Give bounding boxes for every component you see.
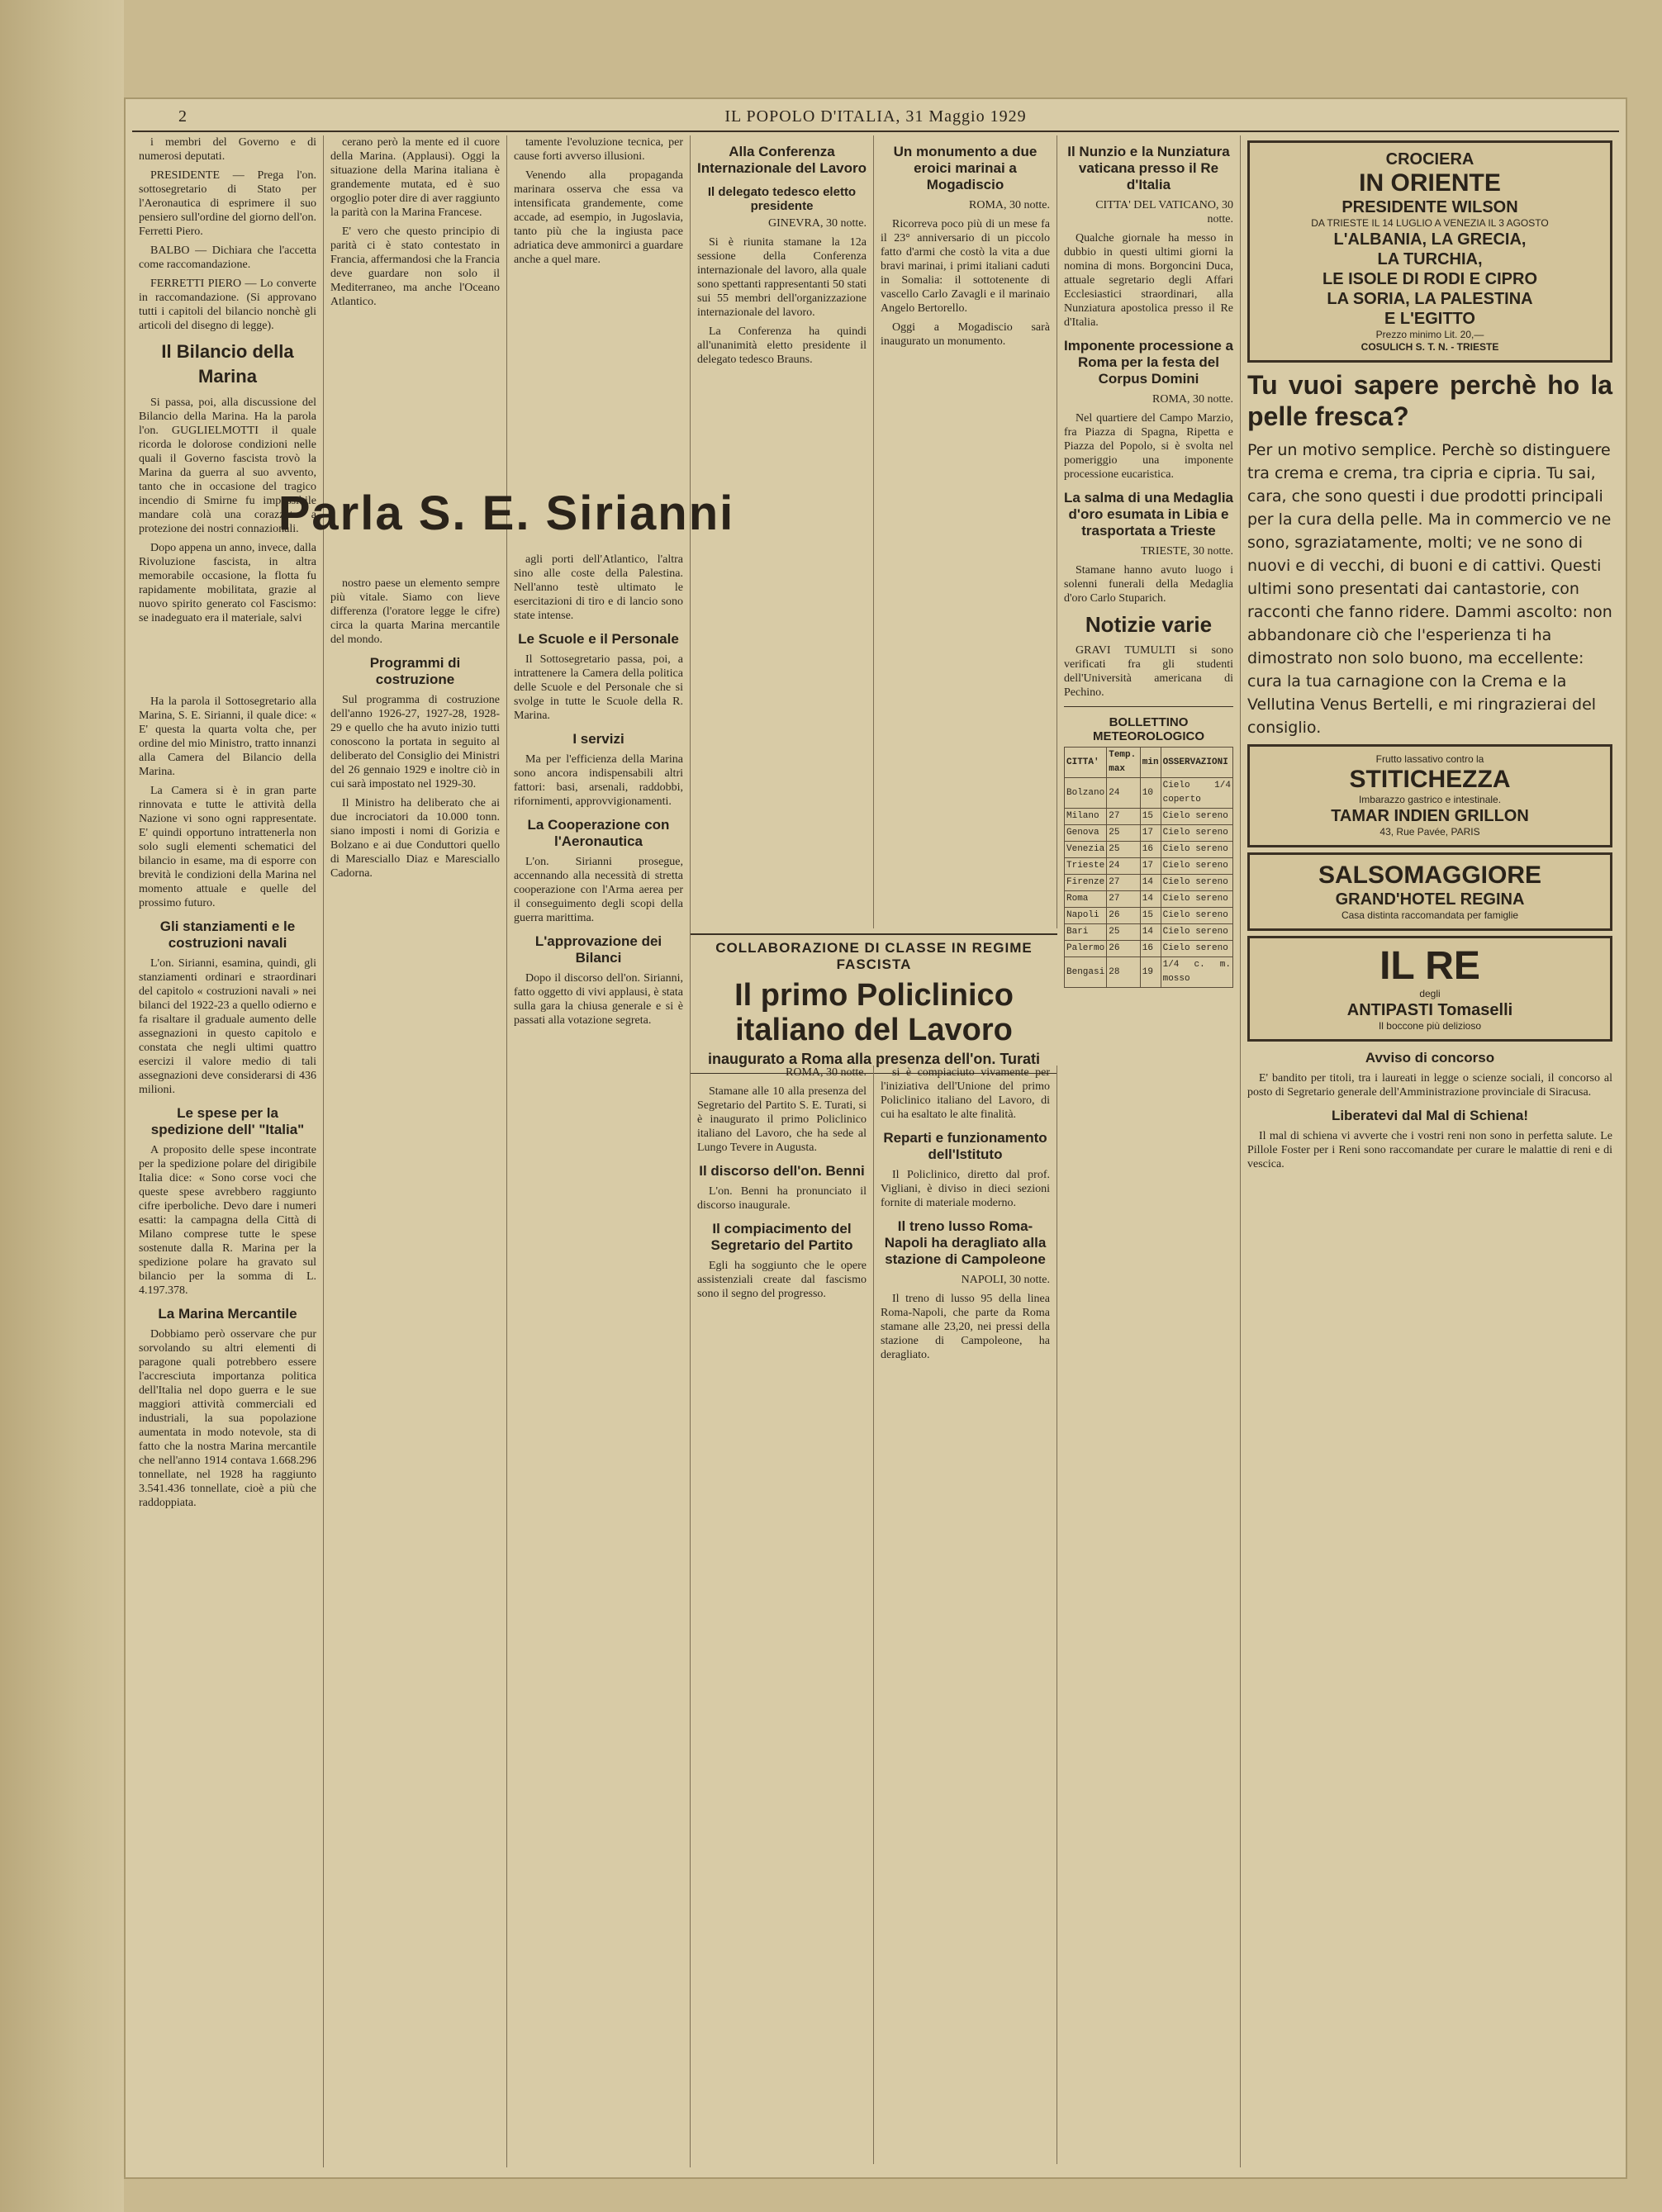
paragraph: Si passa, poi, alla discussione del Bilancio della Marina. Ha la parola l'on. GUGLIELMOTTI il quale ricorda le dolorose condizioni nelle quali il Governo fascista trovò la Marina da guerra al suo avvento, tanto che in occasione del tragico incendio di Smirne fu impossibile mandare colà una corazzata a protezione dei nostri connazionali. [139, 396, 316, 535]
salsomaggiore-ad [1247, 852, 1612, 931]
antipasti-ad [1247, 936, 1612, 1042]
subheading: Imponente processione a Roma per la festa del Corpus Domini [1064, 338, 1233, 387]
subheading: Un monumento a due eroici marinai a Mogadiscio [893, 144, 1038, 192]
paragraph: PRESIDENTE — Prega l'on. sottosegretario di Stato per l'Aeronautica di esprimere il suo pensiero sull'ordine del giorno dell'on. Ferretti Piero. [139, 169, 316, 238]
weather-table [1064, 747, 1233, 988]
weather-cell: Cielo sereno [1161, 858, 1232, 875]
paragraph: cerano però la mente ed il cuore della Marina. (Applausi). Oggi la situazione della Marina italiana è grandemente mutata, ed è suo orgoglio poter dire di aver raggiunto la parità con la Marina Francese. [330, 136, 500, 219]
subheading: Il treno lusso Roma-Napoli ha deragliato alla stazione di Campoleone [884, 1218, 1047, 1267]
paragraph: Il mal di schiena vi avverte che i vostri reni non sono in perfetta salute. Le Pillole Foster per i Reni sono raccomandate per curare le malattie di reni e di vescica. [1247, 1130, 1612, 1170]
destination: LA TURCHIA, [1377, 250, 1483, 268]
dateline: ROMA, 30 notte. [969, 199, 1050, 211]
weather-cell: 16 [1140, 941, 1161, 957]
dateline: CITTA' DEL VATICANO, 30 notte. [1095, 199, 1233, 225]
weather-cell: 27 [1107, 809, 1141, 825]
weather-cell: 10 [1140, 778, 1161, 809]
ad-dates: DA TRIESTE IL 14 LUGLIO A VENEZIA IL 3 AGOSTO [1311, 217, 1549, 229]
paragraph: E' vero che questo principio di parità ci è stato contestato in Francia, affermandosi che la Francia deve guardare non solo il Mediterraneo, ma anche l'Oceano Atlantico. [330, 225, 500, 308]
weather-row [1065, 858, 1233, 875]
column-1 [132, 135, 324, 2167]
headline: Il primo Policlinico italiano del Lavoro [734, 978, 1014, 1047]
weather-cell: 19 [1140, 957, 1161, 988]
paragraph: Il Sottosegretario passa, poi, a intrattenere la Camera della politica delle Scuole e del Personale che si svolge in tutte le Scuole della R. Marina. [514, 653, 683, 722]
paragraph: Il Policlinico, diretto dal prof. Vigliani, è diviso in dieci sezioni fornite di materiale moderno. [881, 1169, 1050, 1209]
weather-cell: Cielo sereno [1161, 908, 1232, 924]
ad-address: 43, Rue Pavée, PARIS [1379, 826, 1480, 838]
column-7-ads [1241, 135, 1619, 2167]
stitichezza-ad [1247, 744, 1612, 847]
paragraph: BALBO — Dichiara che l'accetta come raccomandazione. [139, 244, 316, 271]
paragraph: Dopo il discorso dell'on. Sirianni, fatto oggetto di vivi applausi, è stata sulla gara la chiusa generale e si è passati alla votazione segreta. [514, 972, 683, 1027]
subheading: Gli stanziamenti e le costruzioni navali [159, 919, 296, 951]
ad-brand: TAMAR INDIEN GRILLON [1331, 807, 1529, 825]
ad-title: SALSOMAGGIORE [1318, 862, 1541, 889]
ad-brand: ANTIPASTI Tomaselli [1346, 1001, 1513, 1019]
weather-cell: Firenze [1065, 875, 1107, 891]
paragraph: Ha la parola il Sottosegretario alla Marina, S. E. Sirianni, il quale dice: « E' questa la quarta volta che, per ordine del mio Ministro, tratto innanzi alla Camera del Bilancio della Marina. [139, 695, 316, 778]
subheading: Programmi di costruzione [369, 655, 461, 687]
headline-parla-sirianni: Parla S. E. Sirianni [278, 487, 735, 540]
paragraph: Nel quartiere del Campo Marzio, fra Piazza di Spagna, Ripetta e Piazza del Popolo, si è svolta nel pomeriggio una imponente processione eucaristica. [1064, 412, 1233, 481]
weather-cell: 27 [1107, 891, 1141, 908]
subheading: La Marina Mercantile [158, 1306, 297, 1322]
weather-cell: Palermo [1065, 941, 1107, 957]
weather-row [1065, 778, 1233, 809]
ad-line: Il boccone più delizioso [1378, 1020, 1482, 1032]
subheading: Le spese per la spedizione dell' "Italia" [150, 1105, 305, 1137]
weather-row [1065, 842, 1233, 858]
weather-cell: 27 [1107, 875, 1141, 891]
ad-line: degli [1419, 988, 1441, 999]
weather-header: OSSERVAZIONI [1161, 748, 1232, 778]
column-5 [874, 135, 1057, 928]
subheading: Liberatevi dal Mal di Schiena! [1331, 1108, 1529, 1123]
ad-hotel: GRAND'HOTEL REGINA [1335, 890, 1525, 909]
weather-header: CITTA' [1065, 748, 1107, 778]
dateline: ROMA, 30 notte. [786, 1066, 867, 1079]
paragraph: L'on. Sirianni prosegue, accennando alla necessità di stretta cooperazione con l'Arma aerea per il conseguimento degli scopi della guerra marittima. [514, 856, 683, 924]
weather-cell: Cielo sereno [1161, 924, 1232, 941]
weather-cell: 14 [1140, 891, 1161, 908]
paragraph: La Camera si è in gran parte rinnovata e tutte le attività della Nazione vi sono ogni rappresentate. E' quindi opportuno intrattenerla non solo sugli elementi schematici del bilancio in esame, ma di esporre con brevità le condizioni della Marina nel momento attuale e quelle del prossimo futuro. [139, 785, 316, 909]
subheading: Alla Conferenza Internazionale del Lavoro [697, 144, 867, 176]
weather-cell: 16 [1140, 842, 1161, 858]
paragraph: Qualche giornale ha messo in dubbio in questi ultimi giorni la nomina di mons. Borgoncini Duca, attuale segretario degli Affari Ecclesiastici straordinari, alla Nunziatura apostolica presso il Re d'Italia. [1064, 232, 1233, 329]
weather-cell: Trieste [1065, 858, 1107, 875]
weather-row [1065, 957, 1233, 988]
destination: LA SORIA, LA PALESTINA [1327, 290, 1533, 308]
dateline: GINEVRA, 30 notte. [768, 217, 867, 230]
weather-title: BOLLETTINO METEOROLOGICO [1093, 715, 1204, 743]
weather-header: min [1140, 748, 1161, 778]
weather-cell: 25 [1107, 924, 1141, 941]
weather-cell: 25 [1107, 842, 1141, 858]
paragraph: Ma per l'efficienza della Marina sono ancora indispensabili altri fattori: basi, arsenali, raddobbi, rifornimenti, approvvigionamenti. [514, 753, 683, 808]
paragraph: Egli ha soggiunto che le opere assistenziali create dal fascismo sono il segno del progresso. [697, 1260, 867, 1300]
dateline: TRIESTE, 30 notte. [1141, 545, 1233, 558]
ad-price: Prezzo minimo Lit. 20,— [1375, 329, 1484, 340]
subheading: Il discorso dell'on. Benni [699, 1163, 865, 1179]
masthead-title: IL POPOLO D'ITALIA, 31 Maggio 1929 [724, 107, 1027, 126]
destination: L'ALBANIA, LA GRECIA, [1333, 230, 1527, 249]
ad-title: STITICHEZZA [1349, 766, 1511, 793]
column-6 [1057, 135, 1241, 2167]
weather-row [1065, 875, 1233, 891]
paragraph: GRAVI TUMULTI si sono verificati fra gli studenti dell'Università americana di Pechino. [1064, 644, 1233, 699]
destination: E L'EGITTO [1384, 310, 1475, 328]
weather-row [1065, 908, 1233, 924]
column-2 [324, 135, 507, 2167]
weather-row [1065, 825, 1233, 842]
paragraph: Stamane hanno avuto luogo i solenni funerali della Medaglia d'oro Carlo Stuparich. [1064, 564, 1233, 605]
column-5-lower [874, 1066, 1057, 2164]
weather-cell: Cielo 1/4 coperto [1161, 778, 1232, 809]
paragraph: tamente l'evoluzione tecnica, per cause forti avverso illusioni. [514, 136, 683, 163]
weather-cell: Cielo sereno [1161, 809, 1232, 825]
crociera-ad [1247, 140, 1612, 363]
weather-cell: Roma [1065, 891, 1107, 908]
ad-line: Casa distinta raccomandata per famiglie [1341, 909, 1519, 921]
paragraph: Il treno di lusso 95 della linea Roma-Napoli, che parte da Roma stamane alle 23,20, nei pressi della stazione di Campoleone, ha deragliato. [881, 1293, 1050, 1361]
paragraph: agli porti dell'Atlantico, l'altra sino alle coste della Palestina. Nell'anno testè ultimato le esercitazioni di tiro e di lancio sono state intense. [514, 553, 683, 622]
ad-line: Imbarazzo gastrico e intestinale. [1358, 794, 1502, 805]
ad-subtitle: IN ORIENTE [1359, 169, 1501, 197]
weather-cell: 15 [1140, 809, 1161, 825]
paragraph: si è compiaciuto vivamente per l'iniziativa dell'Unione del primo Policlinico italiano del Lavoro, di cui ha esaltato le alte finalità. [881, 1066, 1050, 1121]
deck: inaugurato a Roma alla presenza dell'on. Turati [707, 1051, 1041, 1067]
weather-cell: Bengasi [1065, 957, 1107, 988]
subheading: Il Nunzio e la Nunziatura vaticana presso il Re d'Italia [1067, 144, 1230, 192]
subheading: I servizi [572, 731, 624, 747]
weather-cell: 25 [1107, 825, 1141, 842]
ad-title: CROCIERA [1385, 150, 1474, 169]
ad-agent: COSULICH S. T. N. - TRIESTE [1360, 341, 1499, 353]
weather-cell: Napoli [1065, 908, 1107, 924]
weather-cell: 24 [1107, 858, 1141, 875]
kicker: COLLABORAZIONE DI CLASSE IN REGIME FASCISTA [715, 940, 1033, 972]
masthead [132, 106, 1619, 132]
weather-row [1065, 891, 1233, 908]
weather-cell: Cielo sereno [1161, 891, 1232, 908]
paragraph: Dobbiamo però osservare che pur sorvolando su altri elementi di paragone quali potrebbero essere l'accresciuta importanza politica dell'Italia nel dopo guerra e le sue maggiori attività commerciali ed industriali, la sua popolazione aumentata in modo notevole, sta di fatto che la nostra Marina mercantile che nell'anno 1914 contava 1.668.296 tonnellate, nel 1928 ha raggiunto 3.541.436 tonnellate, cioè a più che raddoppiata. [139, 1328, 316, 1509]
subheading: La salma di una Medaglia d'oro esumata in Libia e trasportata a Trieste [1064, 490, 1234, 539]
column-3 [507, 135, 691, 2167]
paragraph: Stamane alle 10 alla presenza del Segretario del Partito S. E. Turati, si è inaugurato il primo Policlinico italiano del Lavoro, che ha sede al Lungo Tevere in Augusta. [697, 1085, 867, 1154]
weather-cell: 15 [1140, 908, 1161, 924]
weather-cell: Cielo sereno [1161, 842, 1232, 858]
ship-name: PRESIDENTE WILSON [1341, 198, 1518, 216]
weather-row [1065, 809, 1233, 825]
ad-title: IL RE [1379, 944, 1480, 988]
paragraph: Ricorreva poco più di un mese fa il 23° anniversario di un piccolo fatto d'armi che costò la vita a due bravi marinai, i primi italiani caduti in Somalia: il sottotenente di vascello Carlo Zavagli e il marinaio Angelo Bertorello. [881, 218, 1050, 315]
paragraph: Venendo alla propaganda marinara osserva che essa va intensificata grandemente, come accade, ad esempio, in Jugoslavia, tanto più che la ingiusta pace adriatica deve ammonirci a guardare anche a quel mare. [514, 169, 683, 266]
subheading: La Cooperazione con l'Aeronautica [527, 817, 670, 849]
pelle-ad-text: Per un motivo semplice. Perchè so distinguere tra crema e crema, tra cipria e cipria. Tu sai, cara, che sono questi i due prodotti principali per la cura della pelle. Ma in commercio ve ne sono, sgraziatamente, molti; ve ne sono di nuovi e di vecchi, di buoni e di cattivi. Questi ultimi sono presentati dai cantastorie, con racconti che fanno ridere. Dammi ascolto: non abbandonare ciò che l'esperienza ti ha dimostrato non solo buono, ma eccellente: cura la tua carnagione con la Crema e la Vellutina Venus Bertelli, e mi ringrazierai del consiglio. [1247, 441, 1612, 737]
weather-cell: 14 [1140, 924, 1161, 941]
dateline: ROMA, 30 notte. [1152, 393, 1233, 406]
pelle-ad-question: Tu vuoi sapere perchè ho la pelle fresca? [1247, 370, 1612, 431]
paragraph: Il Ministro ha deliberato che ai due incrociatori da 10.000 tonn. siano imposti i nomi di Gorizia e Bolzano e ai due Conduttori quello di Maresciallo Diaz e Maresciallo Cadorna. [330, 797, 500, 880]
weather-cell: Milano [1065, 809, 1107, 825]
paragraph: L'on. Sirianni, esamina, quindi, gli stanziamenti ordinari e straordinari del capitolo « costruzioni navali » nei bilanci del 1922-23 a quello odierno e fa risaltare il graduale aumento delle assegnazioni in questo capitolo e constata che negli ultimi quattro esercizi il valore medio di tali assegnazioni deve considerarsi di 436 milioni. [139, 957, 316, 1096]
subheading: Il delegato tedesco eletto presidente [707, 185, 857, 213]
paragraph: La Conferenza ha quindi all'unanimità eletto presidente il delegato tedesco Brauns. [697, 325, 867, 366]
weather-cell: 1/4 c. m. mosso [1161, 957, 1232, 988]
weather-cell: Venezia [1065, 842, 1107, 858]
section-heading: Notizie varie [1085, 612, 1213, 637]
weather-cell: 17 [1140, 858, 1161, 875]
paragraph: Sul programma di costruzione dell'anno 1926-27, 1927-28, 1928-29 e quello che ha avuto inizio tutti conoscono la portata in seguito al deliberato del Consiglio dei Ministri del 26 gennaio 1929 e inoltre ciò in cui sarà impostato nel 1929-30. [330, 694, 500, 790]
weather-cell: Genova [1065, 825, 1107, 842]
weather-row [1065, 924, 1233, 941]
article-heading: Il Bilancio della Marina [161, 341, 294, 387]
paragraph: A proposito delle spese incontrate per la spedizione polare del dirigibile Italia dice: « Sono corse voci che queste spese avrebbero raggiunto cifre iperboliche. Devo dare i numeri esatti: la campagna della Città di Milano comprese tutte le spese sostenute dalla R. Marina per la spedizione polare ha gravato sul bilancio per la somma di L. 4.197.378. [139, 1144, 316, 1297]
weather-cell: 26 [1107, 908, 1141, 924]
paragraph: FERRETTI PIERO — Lo converte in raccomandazione. (Si approvano tutti i capitoli del bilancio nonchè gli articoli del disegno di legge). [139, 278, 316, 332]
column-4-lower [691, 1066, 874, 2164]
paragraph: Si è riunita stamane la 12a sessione della Conferenza internazionale del lavoro, alla quale sono spettanti rappresentanti 50 stati sui 55 membri dell'organizzazione internazionale del lavoro. [697, 236, 867, 319]
ad-line: Frutto lassativo contro la [1375, 753, 1484, 765]
weather-cell: 24 [1107, 778, 1141, 809]
paragraph: Dopo appena un anno, invece, dalla Rivoluzione fascista, in altra memorabile occasione, la flotta fu rapidamente mobilitata, grazie al nuovo spirito generato col Fascismo: se inadeguato era il materiale, salvi [139, 542, 316, 624]
paragraph: L'on. Benni ha pronunciato il discorso inaugurale. [697, 1185, 867, 1212]
weather-cell: 26 [1107, 941, 1141, 957]
subheading: L'approvazione dei Bilanci [534, 933, 662, 966]
weather-row [1065, 941, 1233, 957]
subheading: Le Scuole e il Personale [518, 631, 679, 647]
dateline: NAPOLI, 30 notte. [961, 1274, 1050, 1286]
column-4 [691, 135, 874, 928]
weather-header: Temp. max [1107, 748, 1141, 778]
subheading: Avviso di concorso [1365, 1050, 1495, 1066]
paragraph: nostro paese un elemento sempre più vitale. Siamo con lieve differenza (l'oratore legge le cifre) circa la quarta Marina mercantile del mondo. [330, 577, 500, 646]
subheading: Reparti e funzionamento dell'Istituto [883, 1130, 1047, 1162]
policlinico-headline-block [691, 933, 1057, 1074]
subheading: Il compiacimento del Segretario del Partito [710, 1221, 853, 1253]
paragraph: i membri del Governo e di numerosi deputati. [139, 136, 316, 163]
weather-cell: Cielo sereno [1161, 941, 1232, 957]
page-number: 2 [178, 107, 188, 126]
paragraph: Oggi a Mogadiscio sarà inaugurato un monumento. [881, 321, 1050, 348]
weather-cell: Bari [1065, 924, 1107, 941]
destination: LE ISOLE DI RODI E CIPRO [1322, 270, 1538, 288]
weather-cell: 14 [1140, 875, 1161, 891]
weather-cell: Bolzano [1065, 778, 1107, 809]
weather-cell: 17 [1140, 825, 1161, 842]
weather-cell: 28 [1107, 957, 1141, 988]
page-spine [0, 0, 124, 2212]
weather-cell: Cielo sereno [1161, 825, 1232, 842]
weather-cell: Cielo sereno [1161, 875, 1232, 891]
paragraph: E' bandito per titoli, tra i laureati in legge o scienze sociali, il concorso al posto di Segretario generale dell'Amministrazione provinciale di Siracusa. [1247, 1072, 1612, 1099]
